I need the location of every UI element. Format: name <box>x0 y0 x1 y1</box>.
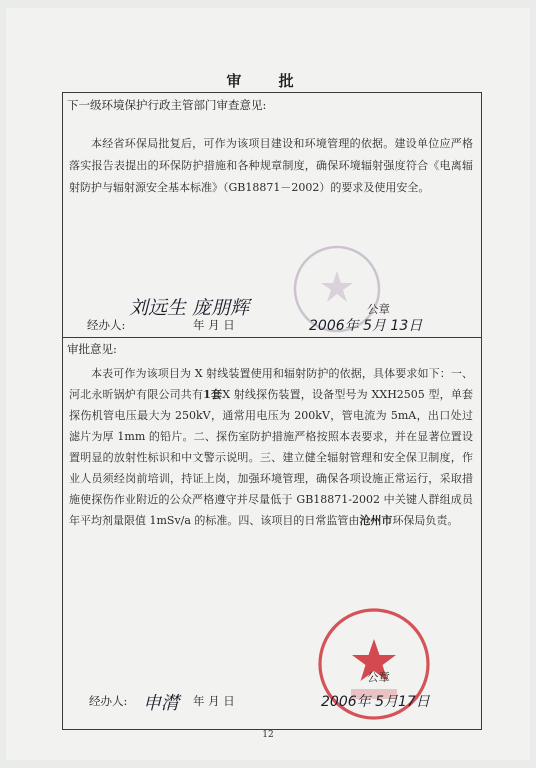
document-title: 审 批 <box>226 72 310 90</box>
section2-seal-label: 公章 <box>367 670 390 684</box>
section2-highlight-1: 1套 <box>203 388 223 401</box>
section2-handler-signature: 申潸 <box>143 693 179 714</box>
section2-handler-label: 经办人: <box>89 694 128 708</box>
approval-form <box>62 92 482 730</box>
section1-body: 本经省环保局批复后，可作为该项目建设和环境管理的依据。建设单位应严格落实报告表提出的环保防护措施和各种规章制度，确保环境辐射强度符合《电离辐射防护与辐射源安全基本标准》（GB18871－2002）的要求及使用安全。 <box>69 137 473 194</box>
section-divider <box>63 337 481 338</box>
section1-handler-label: 经办人: <box>87 318 126 332</box>
section1-heading: 下一级环境保护行政主管部门审查意见: <box>67 98 267 112</box>
section1-date-label: 年 月 日 <box>193 318 235 332</box>
section2-body-part2: X 射线探伤装置，设备型号为 XXH2505 型，单套探伤机管电压最大为 250kV，通常用电压为 200kV，管电流为 5mA，出口处过滤片为厚 1mm 的铅片。二、探伤室防护措施严格按照本表要求，并在显著位置设置明显的放射性标识和中文警示说明。三、建立健全辐射管理和安全保卫制度，作业人员须经岗前培训，持证上岗，加强环境管理，确保各项设施正常运行，采取措施使探伤作业附近的公众严格遵守并尽量低于 GB18871-2002 中关键人群组成员年平均剂量限值 1mSv/a 的标准。四、该项目的日常监管由 <box>69 388 473 527</box>
section2-body <box>69 363 473 531</box>
section2-body-part1: 本表可作为该项目为 X 射线装置使用和辐射防护的依据，具体要求如下：一、河北永昕锅炉有限公司共有 <box>69 367 473 401</box>
section2-body-part3: 环保局负责。 <box>392 514 459 527</box>
document-page <box>6 8 530 760</box>
section2-handwritten-date: 2006年 5月17日 <box>321 694 430 710</box>
section2-highlight-2: 沧州市 <box>359 514 393 527</box>
section2-heading: 审批意见: <box>67 342 117 356</box>
section1-seal-label: 公章 <box>367 302 390 316</box>
section1-handwritten-date: 2006年 5月 13日 <box>309 318 423 334</box>
page-number: 12 <box>262 730 274 740</box>
section1-handler-signature: 刘远生 庞朋辉 <box>129 297 250 319</box>
section2-date-label: 年 月 日 <box>193 694 235 708</box>
